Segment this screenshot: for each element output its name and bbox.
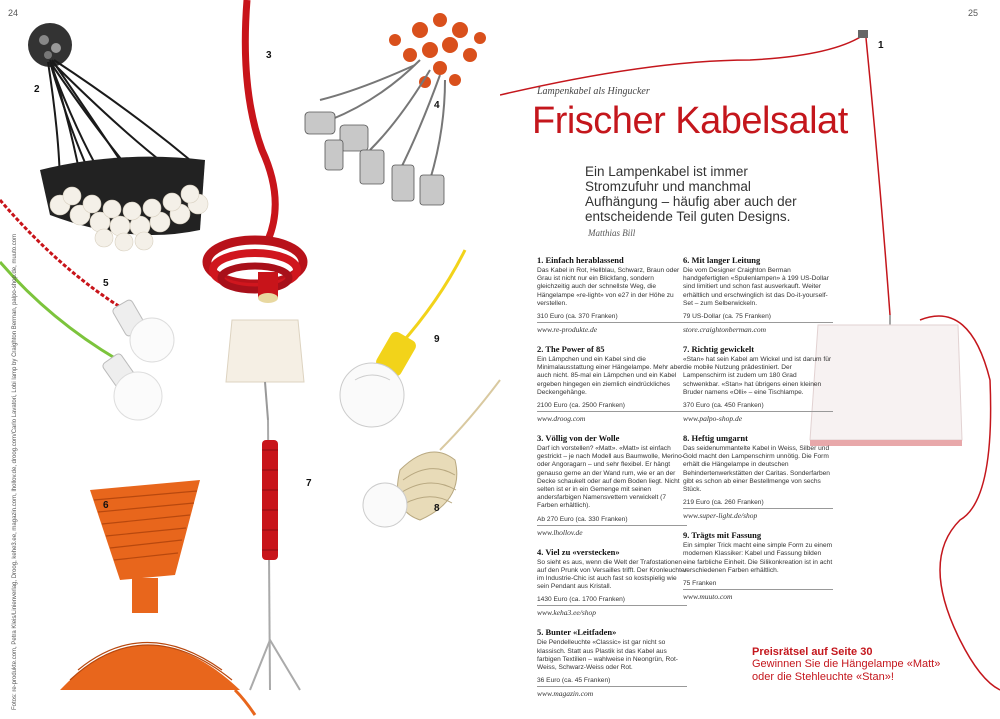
promo-text: Gewinnen Sie die Hängelampe «Matt» oder die Stehleuchte «Stan»!	[752, 658, 941, 683]
item-price: 36 Euro (ca. 45 Franken)	[537, 677, 687, 687]
column-right	[683, 255, 833, 611]
item-text: Die vom Designer Craighton Berman handgefertigten «Spulenlampen» à 199 US-Dollar sind limitiert und schon fast ausverkauft. Weiter erhältlich und erschwinglich ist das Do-it-yourself-Set – zum Selberwickeln.	[683, 267, 829, 307]
item-text: Ein simpler Trick macht eine simple Form zu einem modernen Klassiker: Kabel und Fassung bilden eine farbliche Einheit. Die Silikonkreation ist in acht verschiedenen Farben erhältlich.	[683, 542, 833, 574]
item-text: Das seidenummantelte Kabel in Weiss, Silber und Gold macht den Lampenschirm unnötig. Die Form erhält die Hängelampe in deutschen Behindertenwerkstätten der Caritas. Sonderfarben gibt es schon ab einer Bestellmenge von sechs Stück.	[683, 445, 830, 494]
page-number-right: 25	[968, 8, 979, 18]
lead-author: Matthias Bill	[588, 228, 636, 238]
lamp-4-chandelier	[305, 13, 486, 205]
lamp-3-red-cable	[207, 0, 303, 303]
list-item	[537, 344, 687, 423]
item-heading: 5. Bunter «Leitfaden»	[537, 627, 617, 638]
item-url[interactable]: www.keha3.ee/shop	[537, 608, 597, 618]
page-number-left: 24	[8, 8, 19, 18]
item-price: 310 Euro (ca. 370 Franken)	[537, 313, 687, 323]
item-heading: 3. Völlig von der Wolle	[537, 433, 620, 444]
lamp-9-yellow	[340, 250, 465, 427]
item-price: 219 Euro (ca. 260 Franken)	[683, 499, 833, 509]
promo-title: Preisrätsel auf Seite 30	[752, 646, 873, 658]
item-text: So sieht es aus, wenn die Welt der Trafostationen auf den Prunk von Versailles trifft. Der Kronleuchter im Industrie-Chic ist auch fast so kostspielig wie sein Pendant aus Kristall.	[537, 558, 687, 591]
figure-number-9: 9	[434, 334, 440, 345]
figure-number-7: 7	[306, 478, 312, 489]
figure-number-8: 8	[434, 503, 440, 514]
list-item	[683, 530, 833, 601]
item-price: 1430 Euro (ca. 1700 Franken)	[537, 596, 687, 606]
lamp-6-orange	[60, 480, 255, 715]
figure-number-5: 5	[103, 278, 109, 289]
list-item	[537, 547, 687, 618]
article-title: Frischer Kabelsalat	[532, 100, 848, 142]
item-text: «Stan» hat sein Kabel am Wickel und ist darum für die mobile Nutzung prädestiniert. Der Lampenschirm ist zudem um 180 Grad schwenkbar. «Stan» hat übrigens einen kleinen Bruder namens «Olli» – eine Tischlampe.	[683, 356, 832, 396]
item-url[interactable]: www.lhollov.de	[537, 527, 583, 537]
item-price: 79 US-Dollar (ca. 75 Franken)	[683, 313, 833, 323]
item-price: 370 Euro (ca. 450 Franken)	[683, 402, 833, 412]
figure-number-1: 1	[878, 40, 884, 51]
item-price: 2100 Euro (ca. 2500 Franken)	[537, 402, 687, 412]
item-url[interactable]: www.re-produkte.de	[537, 325, 598, 335]
figure-number-4: 4	[434, 100, 440, 111]
list-item	[537, 627, 687, 698]
promo-box	[752, 646, 962, 684]
column-left	[537, 255, 687, 708]
list-item	[683, 433, 833, 520]
lamp-2-cluster	[28, 23, 208, 251]
item-url[interactable]: www.palpo-shop.de	[683, 414, 743, 424]
figure-number-2: 2	[34, 84, 40, 95]
item-heading: 7. Richtig gewickelt	[683, 344, 755, 355]
lamp-7-stan	[226, 320, 304, 690]
list-item	[537, 433, 687, 537]
item-heading: 9. Trägts mit Fassung	[683, 530, 762, 541]
item-heading: 8. Heftig umgarnt	[683, 433, 748, 444]
item-url[interactable]: www.magazin.com	[537, 689, 594, 699]
item-price: 75 Franken	[683, 580, 833, 590]
list-item	[537, 255, 687, 334]
item-text: Darf ich vorstellen? «Matt». «Matt» ist einfach gestrickt – je nach Modell aus Baumwolle, Merino- oder Angoragarn – und sehr flexibel. Er hängt genauso gerne an der Wand rum, wie er an der Decke schaukelt oder auf dem Boden liegt. Nicht selten ist er in ein Gemenge mit seinen andersfarbigen Namensvettern verwickelt (7 Farben erhältlich).	[537, 445, 684, 510]
item-text: Ein Lämpchen und ein Kabel sind die Minimalausstattung einer Hängelampe. Mehr aber auch nicht. 85-mal ein Lämpchen und ein Kabel ergeben hingegen ein ziemlich eindrückliches Deckengehänge.	[537, 356, 684, 396]
item-url[interactable]: store.craightonberman.com	[683, 325, 767, 335]
lead-text: Ein Lampenkabel ist immer Stromzufuhr und manchmal Aufhängung – häufig aber auch der entscheidende Teil guten Designs.	[585, 164, 797, 224]
item-heading: 2. The Power of 85	[537, 344, 605, 355]
item-heading: 4. Viel zu «verstecken»	[537, 546, 620, 557]
item-text: Das Kabel in Rot, Hellblau, Schwarz, Braun oder Grau ist nicht nur ein Blickfang, sondern gleichzeitig auch der schnellste Weg, die Hängelampe «re-light» von e27 in der Höhe zu verstellen.	[537, 267, 680, 307]
figure-number-3: 3	[266, 50, 272, 61]
list-item	[683, 344, 833, 423]
item-url[interactable]: www.muuto.com	[683, 592, 733, 602]
figure-number-6: 6	[103, 500, 109, 511]
list-item	[683, 255, 833, 334]
item-url[interactable]: www.droog.com	[537, 414, 586, 424]
photo-credits: Fotos: re-produkte.com, Petra Kleis/Linienverlag, Droog, kehe3.ee, magazin.com, lhollov.de, droog.com/Carlo Lavatori, Lobi lamp by Craighton Berman, palpo-shop.de, muuto.com	[12, 233, 18, 710]
article-lead	[585, 164, 815, 241]
item-text: Die Pendelleuchte «Classic» ist gar nicht so klassisch. Statt aus Plastik ist das Kabel aus farbigen Textilien – wahlweise in Neongrün, Rot-Weiss, Schwarz-Weiss oder Rot.	[537, 639, 678, 672]
item-heading: 1. Einfach herablassend	[537, 255, 624, 265]
item-price: Ab 270 Euro (ca. 330 Franken)	[537, 516, 687, 526]
item-url[interactable]: www.super-light.de/shop	[683, 511, 758, 521]
item-heading: 6. Mit langer Leitung	[683, 255, 761, 265]
article-kicker: Lampenkabel als Hingucker	[537, 86, 650, 97]
